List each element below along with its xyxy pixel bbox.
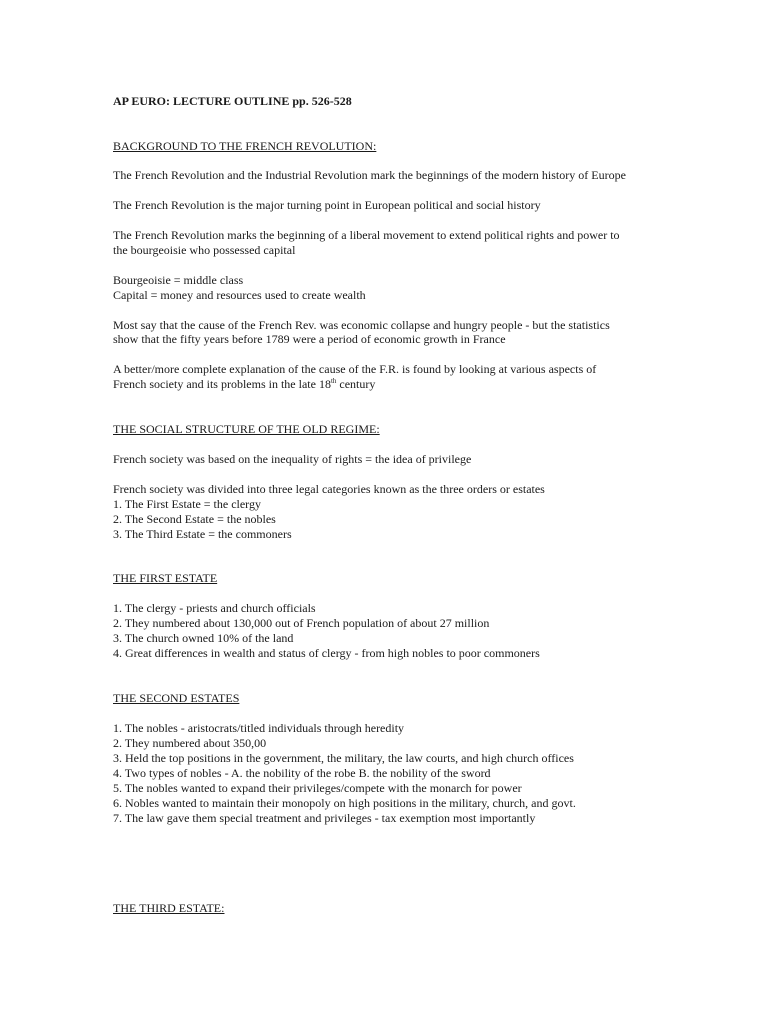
list-item: 4. Great differences in wealth and status of clergy - from high nobles to poor commoners <box>113 646 540 660</box>
paragraph-line: show that the fifty years before 1789 were a period of economic growth in France <box>113 332 506 346</box>
paragraph-line: A better/more complete explanation of the cause of the F.R. is found by looking at various aspects of <box>113 362 597 376</box>
list-item: 1. The First Estate = the clergy <box>113 497 261 511</box>
section-heading-first-estate: THE FIRST ESTATE <box>113 571 218 585</box>
definition-line: Bourgeoisie = middle class <box>113 273 244 287</box>
paragraph-line <box>113 377 375 392</box>
text-segment: French society and its problems in the late 18 <box>113 377 331 391</box>
paragraph: French society was divided into three legal categories known as the three orders or estates <box>113 482 545 496</box>
paragraph-line: the bourgeoisie who possessed capital <box>113 243 296 257</box>
list-item: 1. The nobles - aristocrats/titled individuals through heredity <box>113 721 405 735</box>
list-item: 2. The Second Estate = the nobles <box>113 512 276 526</box>
paragraph: The French Revolution and the Industrial Revolution mark the beginnings of the modern history of Europe <box>113 168 626 182</box>
list-item: 2. They numbered about 130,000 out of French population of about 27 million <box>113 616 490 630</box>
section-heading-background: BACKGROUND TO THE FRENCH REVOLUTION: <box>113 139 377 153</box>
section-heading-social-structure: THE SOCIAL STRUCTURE OF THE OLD REGIME: <box>113 422 380 436</box>
paragraph-line: Most say that the cause of the French Rev. was economic collapse and hungry people - but the statistics <box>113 318 610 332</box>
list-item: 3. The church owned 10% of the land <box>113 631 294 645</box>
section-heading-third-estate: THE THIRD ESTATE: <box>113 901 225 915</box>
section-heading-second-estates: THE SECOND ESTATES <box>113 691 240 705</box>
superscript: th <box>330 377 337 385</box>
definition-line: Capital = money and resources used to create wealth <box>113 288 366 302</box>
text-segment: century <box>336 377 376 391</box>
document-title: AP EURO: LECTURE OUTLINE pp. 526-528 <box>113 94 352 108</box>
paragraph-line: The French Revolution marks the beginning of a liberal movement to extend political rights and power to <box>113 228 620 242</box>
list-item: 2. They numbered about 350,00 <box>113 736 267 750</box>
list-item: 1. The clergy - priests and church officials <box>113 601 316 615</box>
list-item: 4. Two types of nobles - A. the nobility of the robe B. the nobility of the sword <box>113 766 491 780</box>
list-item: 3. Held the top positions in the government, the military, the law courts, and high church offices <box>113 751 574 765</box>
paragraph: The French Revolution is the major turning point in European political and social history <box>113 198 541 212</box>
list-item: 3. The Third Estate = the commoners <box>113 527 292 541</box>
list-item: 6. Nobles wanted to maintain their monopoly on high positions in the military, church, and govt. <box>113 796 576 810</box>
list-item: 5. The nobles wanted to expand their privileges/compete with the monarch for power <box>113 781 522 795</box>
list-item: 7. The law gave them special treatment and privileges - tax exemption most importantly <box>113 811 536 825</box>
paragraph: French society was based on the inequality of rights = the idea of privilege <box>113 452 472 466</box>
